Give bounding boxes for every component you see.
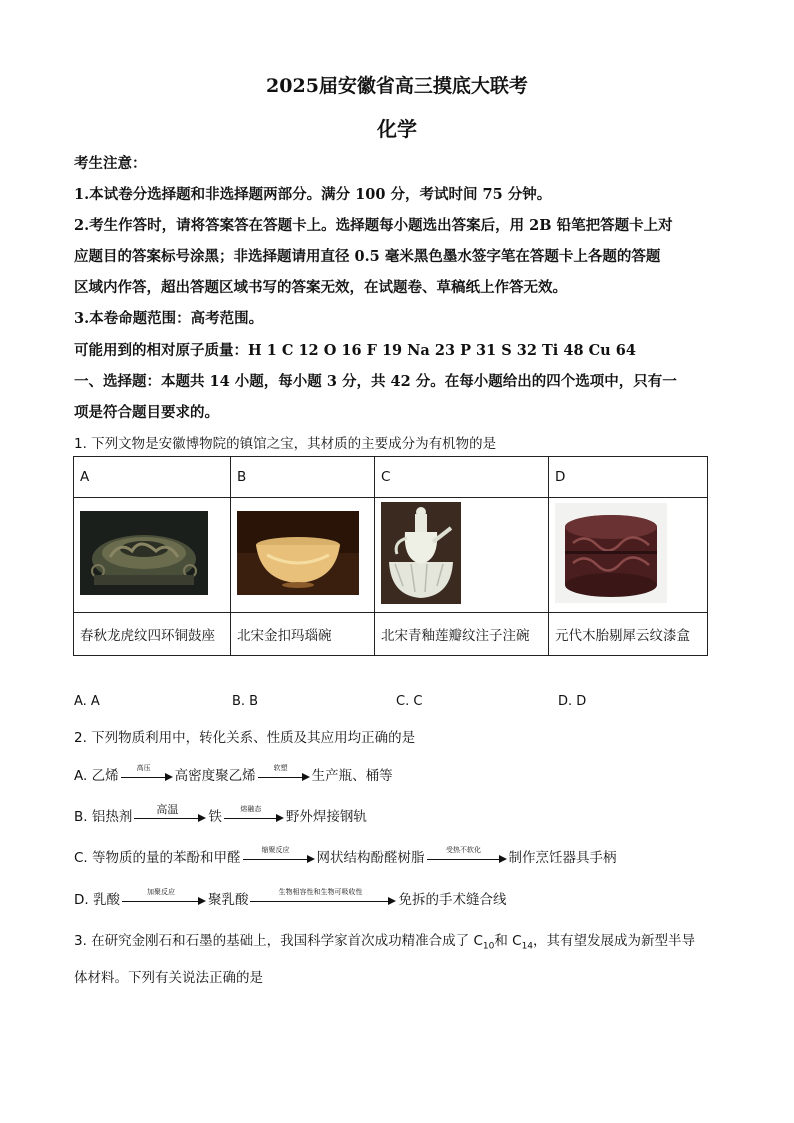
q1-col-d-caption: 元代木胎剔犀云纹漆盒	[549, 613, 708, 656]
lacquer-box-image	[555, 503, 667, 603]
q1-col-a-letter: A	[74, 457, 231, 498]
arrow-head-icon	[198, 897, 206, 905]
exam-title: 2025届安徽省高三摸底大联考	[266, 75, 528, 97]
q1-col-b-image-cell	[231, 498, 375, 613]
q2-c-arrow-2	[427, 846, 507, 865]
q1-col-c-image-cell	[375, 498, 549, 613]
q1-col-c-caption: 北宋青釉莲瓣纹注子注碗	[375, 613, 549, 656]
q2-d-use: 免拆的手术缝合线	[398, 892, 507, 908]
notice-heading: 考生注意：	[74, 155, 147, 172]
q2-a-product: 高密度聚乙烯	[174, 768, 256, 784]
q2-d-arrow-2-label: 生物相容性和生物可吸收性	[278, 888, 363, 896]
q2-option-c[interactable]	[74, 846, 617, 866]
q1-col-b-caption: 北宋金扣玛瑙碗	[231, 613, 375, 656]
q1-col-a-caption: 春秋龙虎纹四环铜鼓座	[74, 613, 231, 656]
section1-line-1: 一、选择题：本题共 14 小题，每小题 3 分，共 42 分。在每小题给出的四个选项中，只有一	[74, 373, 677, 390]
atomic-masses: 可能用到的相对原子质量：H 1 C 12 O 16 F 19 Na 23 P 31 S 32 Ti 48 Cu 64	[74, 342, 636, 359]
q2-c-arrow-2-label: 受热不软化	[446, 846, 482, 854]
q2-c-use: 制作烹饪器具手柄	[508, 850, 617, 866]
q2-a-arrow-2-label: 软塑	[273, 764, 288, 772]
arrow-head-icon	[276, 814, 284, 822]
q2-b-arrow-2	[224, 805, 284, 824]
q2-b-product: 铁	[208, 809, 222, 825]
q1-col-d-letter: D	[549, 457, 708, 498]
q2-d-arrow-1-label: 加聚反应	[146, 888, 175, 896]
q2-c-reactant: C. 等物质的量的苯酚和甲醛	[74, 850, 241, 866]
q3-stem-part-b: ，其有望发展成为新型半导	[533, 933, 696, 949]
notice-item-2-line-1: 2.考生作答时，请将答案答在答题卡上。选择题每小题选出答案后，用 2B 铅笔把答题卡上对	[74, 217, 673, 234]
q3-stem-line-1	[74, 929, 695, 952]
q1-col-d-image-cell	[549, 498, 708, 613]
q2-a-arrow-1-label: 高压	[136, 764, 151, 772]
q3-subscript-2: 14	[521, 941, 534, 952]
q3-subscript-1: 10	[482, 941, 495, 952]
subject-title: 化学	[377, 117, 417, 141]
q2-b-arrow-2-label: 熔融态	[240, 805, 262, 813]
notice-item-3: 3.本卷命题范围：高考范围。	[74, 310, 264, 327]
arrow-head-icon	[499, 855, 507, 863]
q1-col-a-image-cell	[74, 498, 231, 613]
q2-d-product: 聚乳酸	[207, 892, 249, 908]
arrow-head-icon	[198, 814, 206, 822]
q1-option-c[interactable]: C. C	[396, 694, 423, 709]
section1-line-2: 项是符合题目要求的。	[74, 404, 219, 421]
q3-stem-part-a: 3. 在研究金刚石和石墨的基础上，我国科学家首次成功精准合成了 C	[74, 933, 483, 949]
agate-bowl-image	[237, 511, 359, 595]
arrow-head-icon	[302, 773, 310, 781]
q1-option-d[interactable]: D. D	[558, 694, 587, 709]
q2-d-arrow-2	[250, 888, 396, 907]
q2-a-use: 生产瓶、桶等	[311, 768, 393, 784]
q1-col-b-letter: B	[231, 457, 375, 498]
q1-stem: 1. 下列文物是安徽博物院的镇馆之宝，其材质的主要成分为有机物的是	[74, 436, 497, 452]
arrow-head-icon	[307, 855, 315, 863]
q2-b-arrow-1	[134, 803, 206, 824]
q1-option-b[interactable]: B. B	[232, 694, 259, 709]
q2-c-arrow-1	[243, 846, 315, 865]
notice-item-2-line-2: 应题目的答案标号涂黑；非选择题请用直径 0.5 毫米黑色墨水签字笔在答题卡上各题的答题	[74, 248, 661, 265]
q2-d-arrow-1	[122, 888, 206, 907]
q2-b-reactant: B. 铝热剂	[74, 809, 133, 825]
celadon-ewer-image	[381, 502, 461, 604]
q2-a-arrow-2	[258, 764, 310, 783]
q3-stem-line-2: 体材料。下列有关说法正确的是	[74, 970, 263, 986]
notice-item-2-line-3: 区域内作答，超出答题区域书写的答案无效，在试题卷、草稿纸上作答无效。	[74, 279, 567, 296]
q2-option-a[interactable]	[74, 764, 393, 784]
notice-item-1: 1.本试卷分选择题和非选择题两部分。满分 100 分，考试时间 75 分钟。	[74, 186, 552, 203]
q2-c-product: 网状结构酚醛树脂	[316, 850, 425, 866]
q1-option-a[interactable]: A. A	[74, 694, 100, 709]
q2-b-use: 野外焊接钢轨	[285, 809, 367, 825]
q2-stem: 2. 下列物质利用中，转化关系、性质及其应用均正确的是	[74, 730, 416, 746]
q2-option-b[interactable]	[74, 805, 367, 825]
arrow-head-icon	[165, 773, 173, 781]
bronze-drum-base-image	[80, 511, 208, 595]
q1-col-c-letter: C	[375, 457, 549, 498]
q2-option-d[interactable]	[74, 888, 506, 908]
arrow-head-icon	[388, 897, 396, 905]
q2-c-arrow-1-label: 缩聚反应	[261, 846, 290, 854]
q1-table	[73, 456, 708, 656]
q2-d-reactant: D. 乳酸	[74, 892, 120, 908]
q2-a-reactant: A. 乙烯	[74, 768, 119, 784]
q3-stem-mid: 和 C	[494, 933, 522, 949]
q2-b-arrow-1-label: 高温	[156, 803, 179, 816]
q2-a-arrow-1	[121, 764, 173, 783]
